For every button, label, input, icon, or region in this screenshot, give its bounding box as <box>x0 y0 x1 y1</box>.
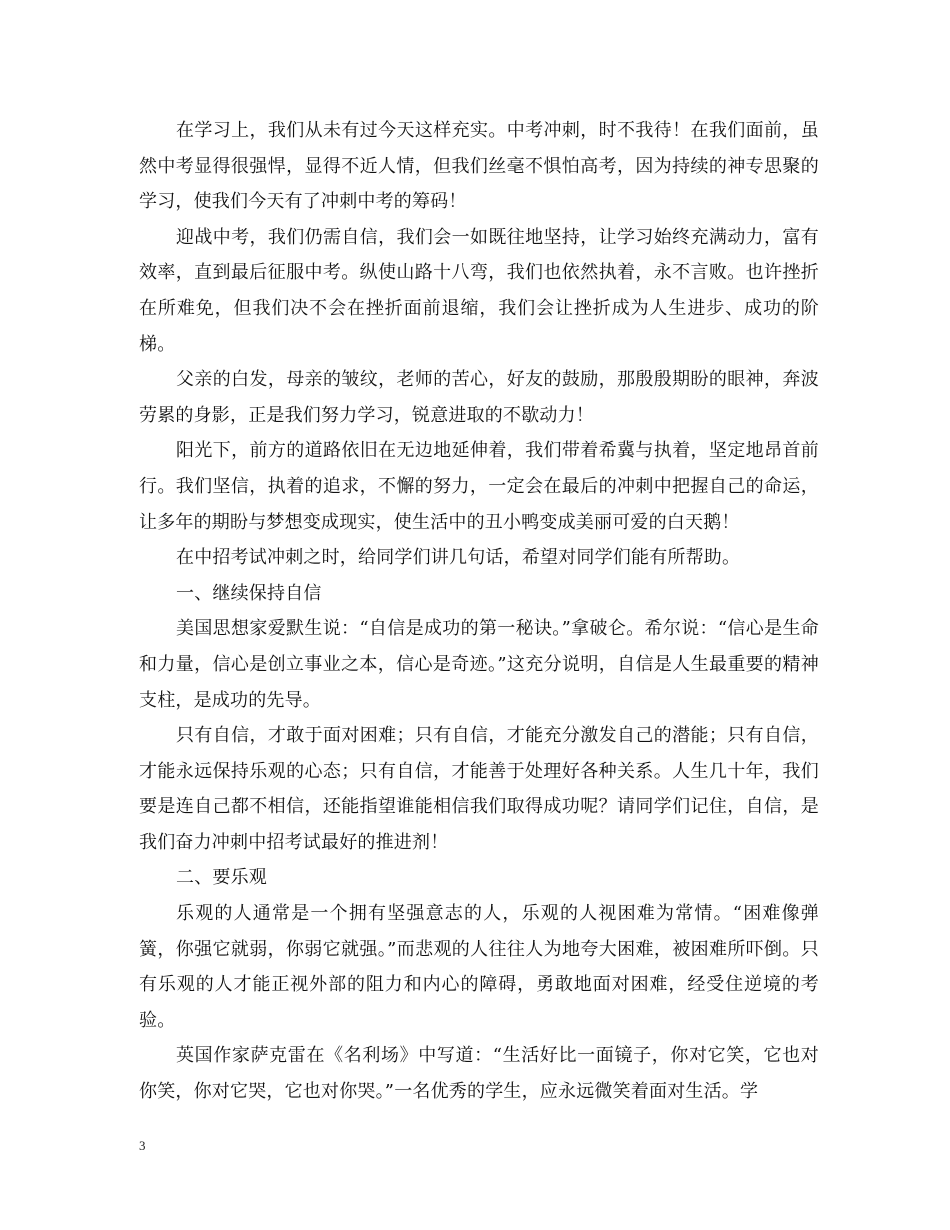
paragraph-study-fulfilled: 在学习上，我们从未有过今天这样充实。中考冲刺，时不我待！在我们面前，虽然中考显得很强悍，显得不近人情，但我们丝毫不惧怕高考，因为持续的神专思聚的学习，使我们今天有了冲刺中考的筹码！ <box>139 120 819 213</box>
paragraph-emerson-quote: 美国思想家爱默生说：“自信是成功的第一秘诀。”拿破仑。希尔说：“信心是生命和力量，信心是创立事业之本，信心是奇迹。”这充分说明，自信是人生最重要的精神支柱，是成功的先导。 <box>139 618 819 711</box>
paragraph-sunlight-road: 阳光下，前方的道路依旧在无边地延伸着，我们带着希冀与执着，坚定地昂首前行。我们坚信，执着的追求，不懈的努力，一定会在最后的冲刺中把握自己的命运，让多年的期盼与梦想变成现实，使生活中的丑小鸭变成美丽可爱的白天鹅！ <box>139 440 819 533</box>
paragraph-only-confidence: 只有自信，才敢于面对困难；只有自信，才能充分激发自己的潜能；只有自信，才能永远保持乐观的心态；只有自信，才能善于处理好各种关系。人生几十年，我们要是连自己都不相信，还能指望谁能相信我们取得成功呢？请同学们记住，自信，是我们奋力冲刺中招考试最好的推进剂！ <box>139 725 819 853</box>
document-body <box>139 113 819 1110</box>
section-heading-optimism: 二、要乐观 <box>176 867 267 889</box>
paragraph-face-exam: 迎战中考，我们仍需自信，我们会一如既往地坚持，让学习始终充满动力，富有效率，直到最后征服中考。纵使山路十八弯，我们也依然执着，永不言败。也许挫折在所难免，但我们决不会在挫折面前退缩，我们会让挫折成为人生进步、成功的阶梯。 <box>139 226 819 355</box>
paragraph-family-motivation: 父亲的白发，母亲的皱纹，老师的苦心，好友的鼓励，那殷殷期盼的眼神，奔波劳累的身影，正是我们努力学习，锐意进取的不歇动力！ <box>139 369 819 426</box>
page-number: 3 <box>139 1138 146 1153</box>
section-heading-confidence: 一、继续保持自信 <box>176 582 322 604</box>
paragraph-optimistic-people: 乐观的人通常是一个拥有坚强意志的人，乐观的人视困难为常情。“困难像弹簧，你强它就弱，你弱它就强。”而悲观的人往往人为地夸大困难，被困难所吓倒。只有乐观的人才能正视外部的阻力和内心的障碍，勇敢地面对困难，经受住逆境的考验。 <box>139 903 819 1031</box>
paragraph-thackeray-quote: 英国作家萨克雷在《名利场》中写道：“生活好比一面镜子，你对它笑，它也对你笑，你对它哭，它也对你哭。”一名优秀的学生，应永远微笑着面对生活。学 <box>139 1045 819 1103</box>
paragraph-intro-advice: 在中招考试冲刺之时，给同学们讲几句话，希望对同学们能有所帮助。 <box>176 547 741 569</box>
